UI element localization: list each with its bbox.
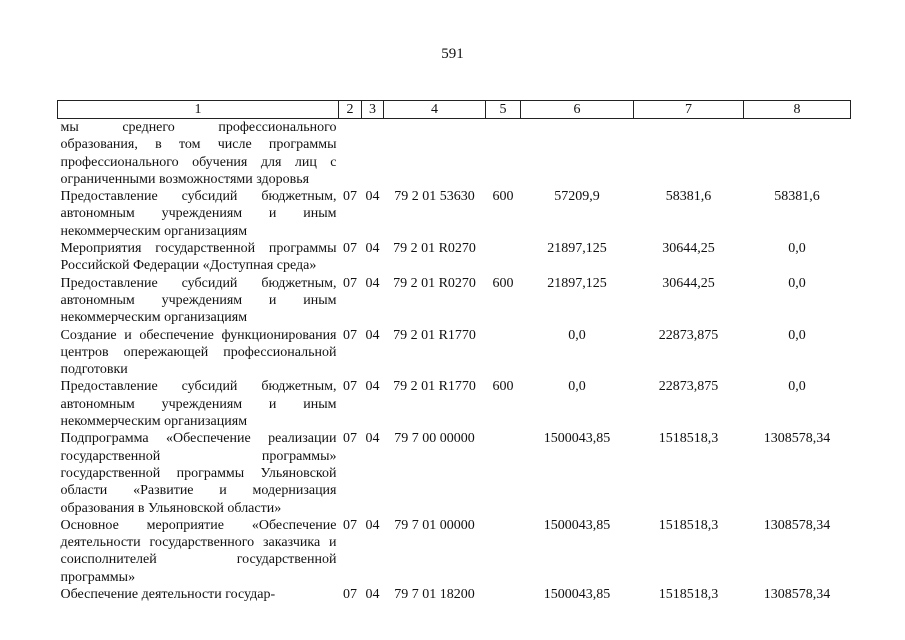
value-2022-cell: 30644,25 [662, 275, 715, 291]
section-cell: 07 [343, 327, 357, 343]
column-header-8: 8 [744, 101, 851, 119]
subsection-cell: 04 [365, 241, 380, 257]
target-article-cell: 79 2 01 R1770 [393, 379, 476, 395]
value-2023-cell: 58381,6 [774, 189, 820, 205]
value-2023-cell: 1308578,34 [763, 587, 831, 603]
value-2023-cell: 1308578,34 [763, 431, 831, 447]
target-article-cell: 79 2 01 R0270 [393, 275, 476, 291]
section-cell: 07 [343, 379, 357, 395]
value-2023-cell [744, 119, 851, 189]
section-cell [339, 119, 362, 189]
expense-type-cell [486, 327, 521, 379]
target-article-cell: 79 7 01 00000 [394, 517, 475, 533]
item-name-cell: Предоставление субсидий бюджетным, автономным учреждениям и иным некоммерческим организациям [60, 275, 337, 326]
value-2023-cell: 0,0 [788, 275, 806, 291]
item-name-cell: Создание и обеспечение функционирования центров опережающей профессиональной подготовки [60, 327, 337, 378]
subsection-cell: 04 [365, 587, 380, 603]
value-2022-cell: 58381,6 [665, 189, 712, 205]
section-cell: 07 [343, 517, 357, 533]
table-row [58, 430, 851, 516]
table-row [58, 586, 851, 603]
value-2022-cell: 30644,25 [662, 241, 715, 257]
target-article-cell [384, 119, 486, 189]
table-row [58, 119, 851, 189]
value-2022-cell [634, 119, 744, 189]
subsection-cell: 04 [365, 189, 380, 205]
section-cell: 07 [343, 241, 357, 257]
target-article-cell: 79 2 01 R1770 [393, 327, 476, 343]
column-header-5: 5 [486, 101, 521, 119]
expense-type-cell: 600 [492, 379, 514, 395]
budget-table [57, 100, 851, 603]
value-2021-cell [521, 119, 634, 189]
column-header-1: 1 [58, 101, 339, 119]
section-cell: 07 [343, 431, 357, 447]
expense-type-cell [486, 119, 521, 189]
value-2022-cell: 1518518,3 [658, 431, 719, 447]
value-2021-cell: 21897,125 [547, 275, 607, 291]
subsection-cell [362, 119, 384, 189]
target-article-cell: 79 2 01 53630 [394, 189, 475, 205]
table-row [58, 188, 851, 240]
expense-type-cell: 600 [492, 189, 514, 205]
target-article-cell: 79 2 01 R0270 [393, 241, 476, 257]
item-name-cell: Предоставление субсидий бюджетным, автономным учреждениям и иным некоммерческим организациям [60, 379, 337, 430]
target-article-cell: 79 7 00 00000 [394, 431, 475, 447]
value-2021-cell: 57209,9 [554, 189, 600, 205]
column-header-3: 3 [362, 101, 384, 119]
column-header-6: 6 [521, 101, 634, 119]
subsection-cell: 04 [365, 327, 380, 343]
value-2023-cell: 1308578,34 [763, 517, 831, 533]
subsection-cell: 04 [365, 517, 380, 533]
expense-type-cell [486, 586, 521, 603]
table-row [58, 517, 851, 586]
value-2023-cell: 0,0 [788, 379, 806, 395]
expense-type-cell [486, 430, 521, 516]
value-2023-cell: 0,0 [788, 327, 806, 343]
value-2022-cell: 22873,875 [658, 327, 719, 343]
page-number: 591 [441, 46, 464, 62]
section-cell: 07 [343, 587, 357, 603]
expense-type-cell: 600 [492, 275, 514, 291]
value-2021-cell: 0,0 [568, 327, 586, 343]
target-article-cell: 79 7 01 18200 [394, 587, 475, 603]
value-2021-cell: 1500043,85 [543, 517, 611, 533]
section-cell: 07 [343, 189, 357, 205]
item-name-cell: Предоставление субсидий бюджетным, автономным учреждениям и иным некоммерческим организациям [60, 189, 337, 239]
value-2023-cell: 0,0 [788, 241, 806, 257]
value-2022-cell: 1518518,3 [658, 517, 719, 533]
section-cell: 07 [343, 275, 357, 291]
table-row [58, 327, 851, 379]
subsection-cell: 04 [365, 431, 380, 447]
value-2021-cell: 21897,125 [547, 241, 607, 257]
value-2021-cell: 0,0 [568, 379, 586, 395]
value-2021-cell: 1500043,85 [543, 587, 611, 603]
item-name-cell: Обеспечение деятельности государ- [60, 587, 276, 603]
table-row [58, 275, 851, 327]
item-name-cell: мы среднего профессионального образования, в том числе программы профессионального обучения для лиц с ограниченными возможностями здоровья [60, 120, 337, 187]
column-header-4: 4 [384, 101, 486, 119]
value-2022-cell: 22873,875 [658, 379, 719, 395]
expense-type-cell [486, 240, 521, 275]
expense-type-cell [486, 517, 521, 586]
value-2021-cell: 1500043,85 [543, 431, 611, 447]
column-header-2: 2 [339, 101, 362, 119]
subsection-cell: 04 [365, 275, 380, 291]
item-name-cell: Мероприятия государственной программы Российской Федерации «Доступная среда» [60, 241, 337, 274]
value-2022-cell: 1518518,3 [658, 587, 719, 603]
item-name-cell: Подпрограмма «Обеспечение реализации государственной программы» государственной программы Ульяновской области «Развитие и модернизация образования в Ульяновской области» [60, 431, 337, 516]
item-name-cell: Основное мероприятие «Обеспечение деятельности государственного заказчика и соисполнителей государственной программы» [60, 517, 337, 585]
table-row [58, 240, 851, 275]
column-header-7: 7 [634, 101, 744, 119]
table-row [58, 378, 851, 430]
header-row [58, 101, 851, 119]
subsection-cell: 04 [365, 379, 380, 395]
